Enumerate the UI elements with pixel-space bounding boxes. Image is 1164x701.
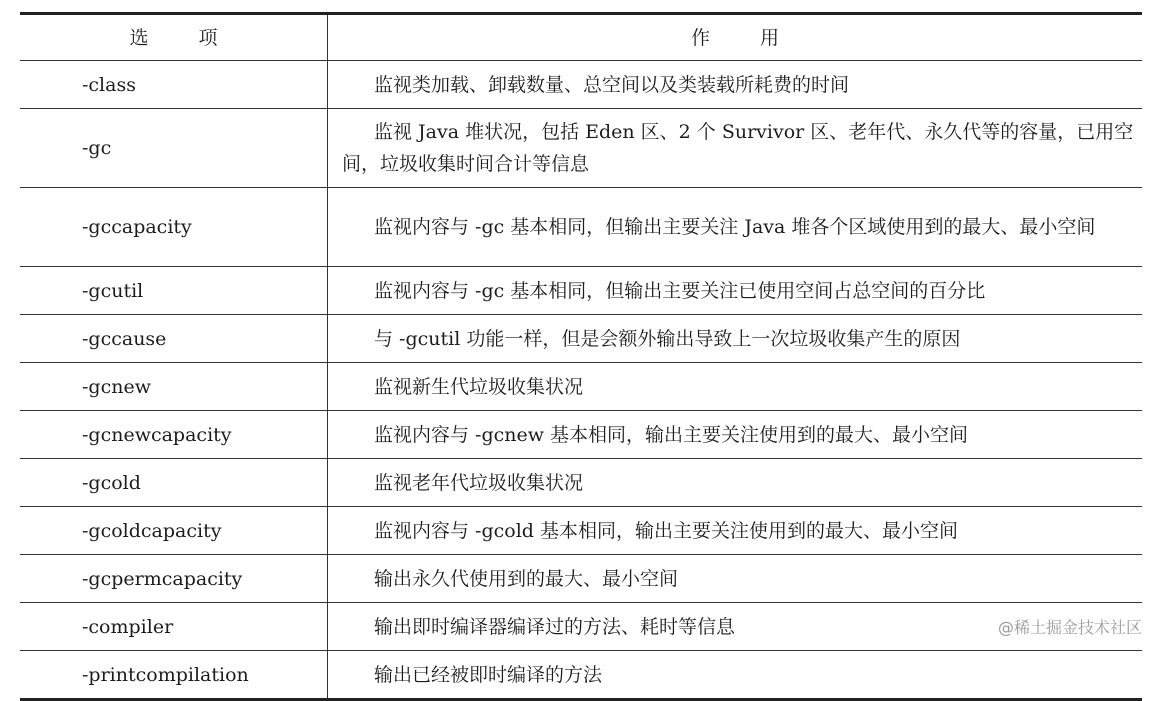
table-header-row xyxy=(20,14,1142,61)
option-cell: -gccause xyxy=(20,315,328,363)
description-cell: 监视老年代垃圾收集状况 xyxy=(328,459,1143,507)
table-row xyxy=(20,459,1142,507)
jstat-options-table xyxy=(20,12,1142,701)
description-cell: 监视 Java 堆状况，包括 Eden 区、2 个 Survivor 区、老年代、永久代等的容量，已用空间，垃圾收集时间合计等信息 xyxy=(328,109,1143,188)
table-row xyxy=(20,411,1142,459)
table-row xyxy=(20,267,1142,315)
table-row xyxy=(20,555,1142,603)
option-cell: -gcoldcapacity xyxy=(20,507,328,555)
option-cell: -gccapacity xyxy=(20,188,328,267)
option-cell: -class xyxy=(20,61,328,109)
option-cell: -gcold xyxy=(20,459,328,507)
table-body xyxy=(20,61,1142,700)
description-cell: 输出即时编译器编译过的方法、耗时等信息 xyxy=(328,603,1143,651)
option-cell: -printcompilation xyxy=(20,651,328,700)
table-row xyxy=(20,61,1142,109)
description-cell: 监视内容与 -gc 基本相同，但输出主要关注已使用空间占总空间的百分比 xyxy=(328,267,1143,315)
table-row xyxy=(20,363,1142,411)
description-cell: 输出已经被即时编译的方法 xyxy=(328,651,1143,700)
description-cell: 监视内容与 -gc 基本相同，但输出主要关注 Java 堆各个区域使用到的最大、最小空间 xyxy=(328,188,1143,267)
description-cell: 监视内容与 -gcnew 基本相同，输出主要关注使用到的最大、最小空间 xyxy=(328,411,1143,459)
table-row xyxy=(20,315,1142,363)
option-cell: -gc xyxy=(20,109,328,188)
option-cell: -gcpermcapacity xyxy=(20,555,328,603)
description-cell: 与 -gcutil 功能一样，但是会额外输出导致上一次垃圾收集产生的原因 xyxy=(328,315,1143,363)
option-cell: -gcnewcapacity xyxy=(20,411,328,459)
table-row xyxy=(20,651,1142,700)
option-cell: -gcnew xyxy=(20,363,328,411)
option-cell: -gcutil xyxy=(20,267,328,315)
table-row xyxy=(20,603,1142,651)
table-row xyxy=(20,507,1142,555)
table-row xyxy=(20,188,1142,267)
watermark-text: @稀土掘金技术社区 xyxy=(997,618,1142,637)
table-row xyxy=(20,109,1142,188)
description-cell: 监视内容与 -gcold 基本相同，输出主要关注使用到的最大、最小空间 xyxy=(328,507,1143,555)
description-cell: 监视新生代垃圾收集状况 xyxy=(328,363,1143,411)
description-cell: 监视类加载、卸载数量、总空间以及类装载所耗费的时间 xyxy=(328,61,1143,109)
option-cell: -compiler xyxy=(20,603,328,651)
column-header-effect: 作用 xyxy=(328,14,1143,61)
column-header-option: 选项 xyxy=(20,14,328,61)
description-cell: 输出永久代使用到的最大、最小空间 xyxy=(328,555,1143,603)
